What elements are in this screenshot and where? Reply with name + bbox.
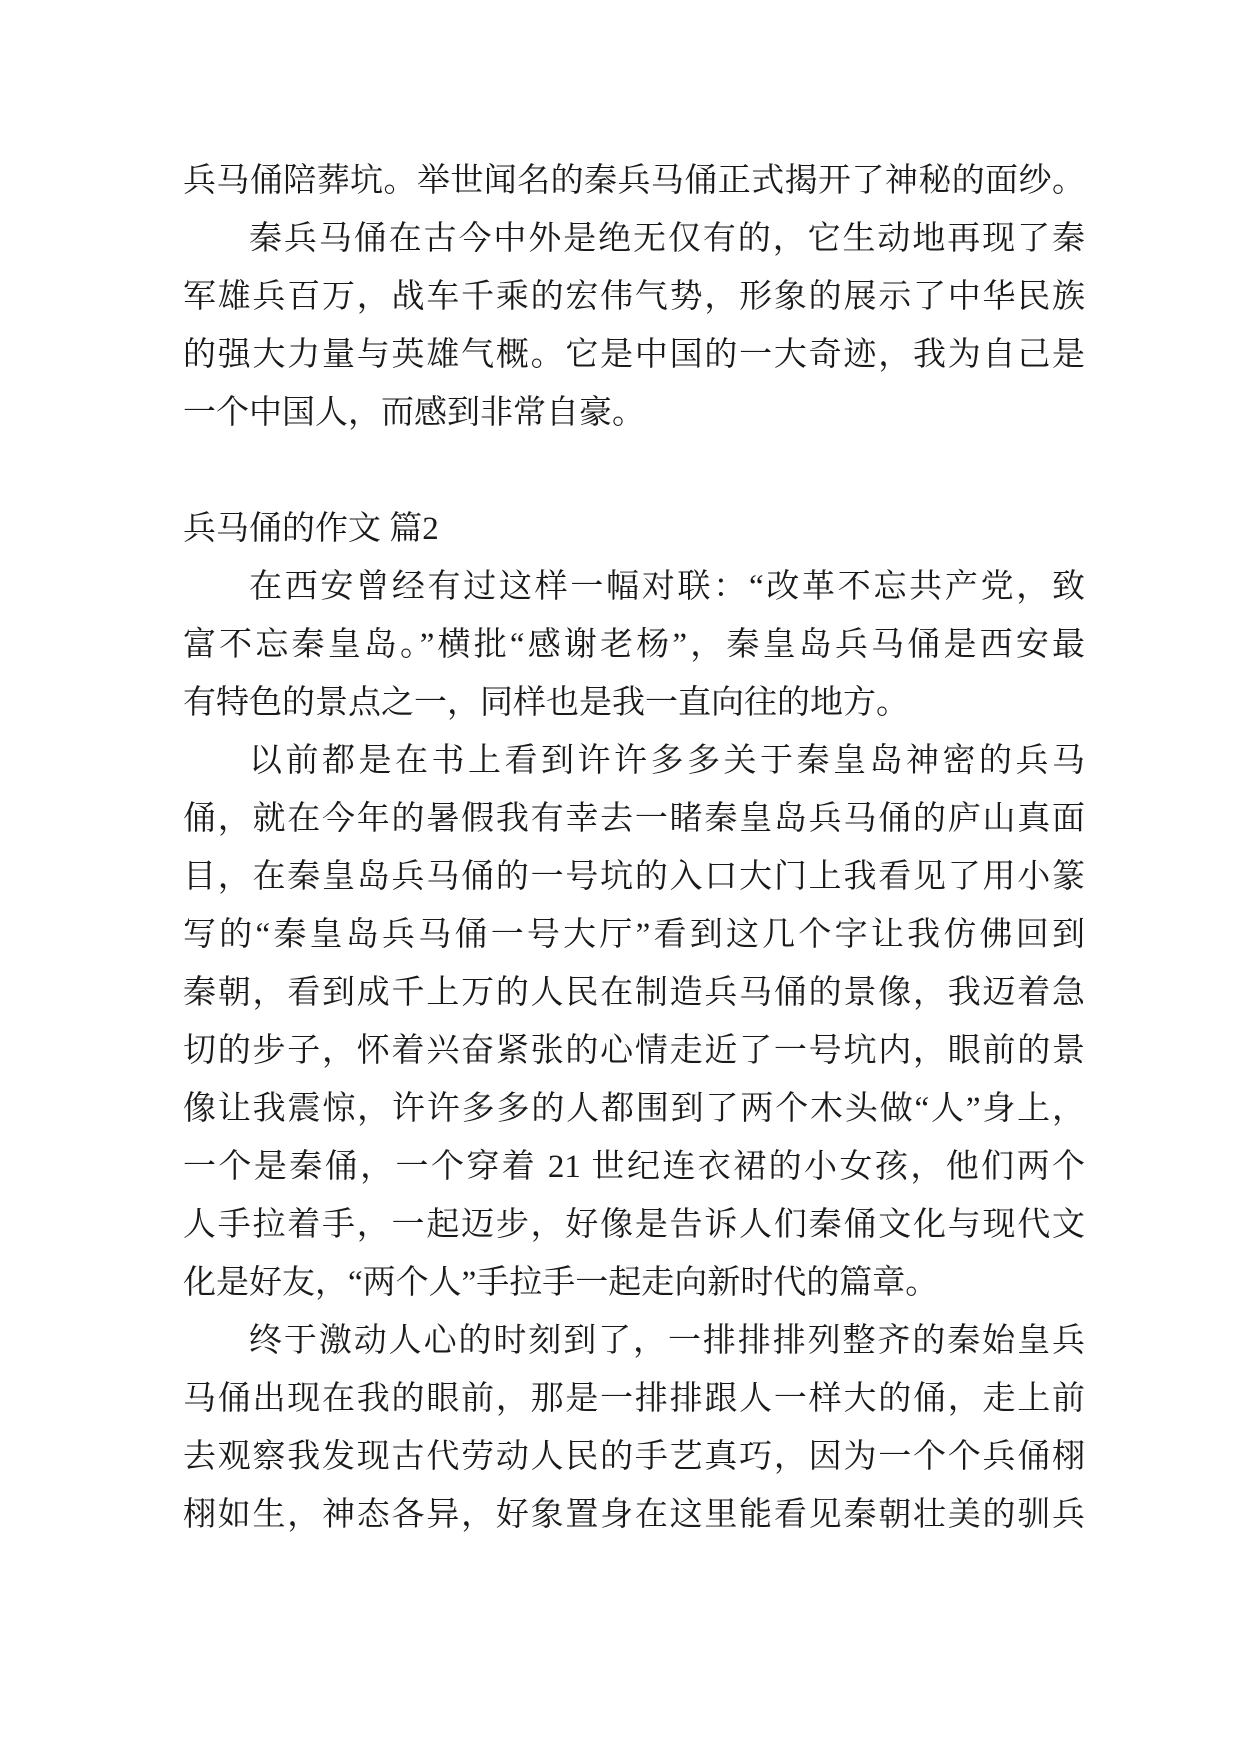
text-line: 在西安曾经有过这样一幅对联：“改革不忘共产党，致 <box>249 569 1085 605</box>
essay2-paragraph-2 <box>183 732 1085 1312</box>
text-line: 俑，就在今年的暑假我有幸去一睹秦皇岛兵马俑的庐山真面 <box>183 801 1085 837</box>
text-line: 目，在秦皇岛兵马俑的一号坑的入口大门上我看见了用小篆 <box>183 859 1085 895</box>
section-heading: 兵马俑的作文 篇2 <box>183 511 439 547</box>
text-line: 有特色的景点之一，同样也是我一直向往的地方。 <box>183 685 909 721</box>
text-line: 终于激动人心的时刻到了，一排排排列整齐的秦始皇兵 <box>249 1323 1085 1359</box>
text-line: 秦朝，看到成千上万的人民在制造兵马俑的景像，我迈着急 <box>183 975 1085 1011</box>
text-line: 切的步子，怀着兴奋紧张的心情走近了一号坑内，眼前的景 <box>183 1033 1085 1069</box>
text-line: 人手拉着手，一起迈步，好像是告诉人们秦俑文化与现代文 <box>183 1207 1085 1243</box>
text-line: 去观察我发现古代劳动人民的手艺真巧，因为一个个兵俑栩 <box>183 1439 1085 1475</box>
essay1-paragraph-ending <box>183 152 1085 210</box>
text-line: 化是好友，“两个人”手拉手一起走向新时代的篇章。 <box>183 1265 939 1301</box>
text-line: 兵马俑陪葬坑。举世闻名的秦兵马俑正式揭开了神秘的面纱。 <box>183 163 1085 199</box>
text-line: 一个中国人，而感到非常自豪。 <box>183 395 645 431</box>
essay2-paragraph-1 <box>183 558 1085 732</box>
text-line: 以前都是在书上看到许许多多关于秦皇岛神密的兵马 <box>249 743 1085 779</box>
text-line: 马俑出现在我的眼前，那是一排排跟人一样大的俑，走上前 <box>183 1381 1085 1417</box>
essay2-paragraph-3 <box>183 1312 1085 1544</box>
essay2-heading <box>183 500 1085 558</box>
text-line: 富不忘秦皇岛。”横批“感谢老杨”，秦皇岛兵马俑是西安最 <box>183 627 1085 663</box>
text-line: 栩如生，神态各异，好象置身在这里能看见秦朝壮美的驯兵 <box>183 1497 1085 1533</box>
text-line: 像让我震惊，许许多多的人都围到了两个木头做“人”身上， <box>183 1091 1085 1127</box>
text-line: 写的“秦皇岛兵马俑一号大厅”看到这几个字让我仿佛回到 <box>183 917 1085 953</box>
document-content <box>183 152 1085 1544</box>
text-line: 的强大力量与英雄气概。它是中国的一大奇迹，我为自己是 <box>183 337 1085 373</box>
text-line: 军雄兵百万，战车千乘的宏伟气势，形象的展示了中华民族 <box>183 279 1085 315</box>
text-line: 一个是秦俑，一个穿着 21 世纪连衣裙的小女孩，他们两个 <box>183 1149 1085 1185</box>
text-line: 秦兵马俑在古今中外是绝无仅有的，它生动地再现了秦 <box>249 221 1085 257</box>
essay1-closing-paragraph <box>183 210 1085 442</box>
